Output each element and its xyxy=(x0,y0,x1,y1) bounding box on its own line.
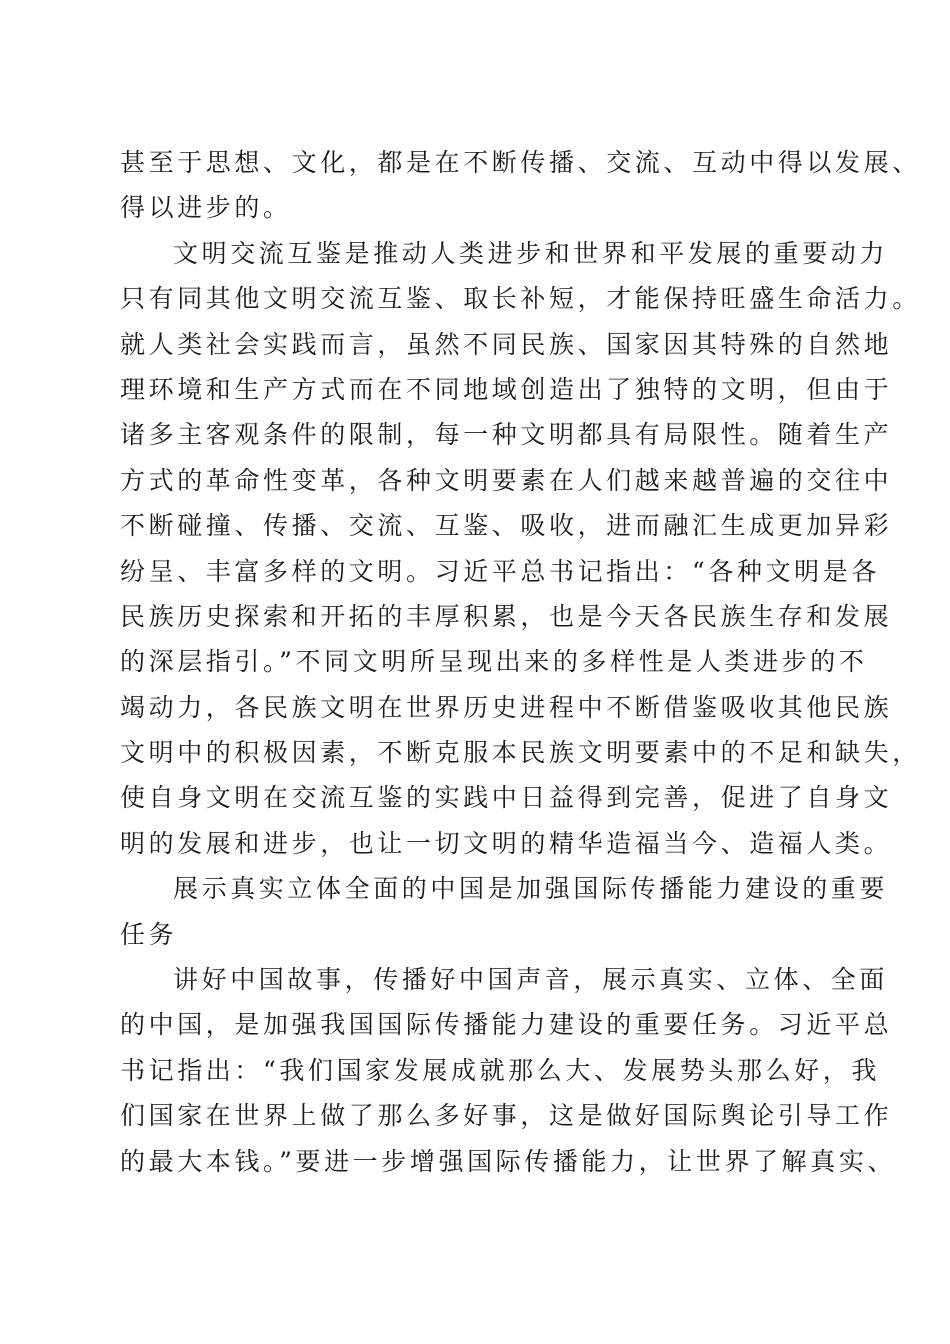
section-heading-line: 任务 xyxy=(120,919,178,949)
text-line: 就人类社会实践而言，虽然不同民族、国家因其特殊的自然地 xyxy=(120,329,893,359)
text-line: 只有同其他文明交流互鉴、取长补短，才能保持旺盛生命活力。 xyxy=(120,284,921,314)
text-line: 诸多主客观条件的限制，每一种文明都具有局限性。随着生产 xyxy=(120,420,893,450)
text-line: 讲好中国故事，传播好中国声音，展示真实、立体、全面 xyxy=(173,965,889,995)
text-line: 的深层指引。”不同文明所呈现出来的多样性是人类进步的不 xyxy=(120,647,868,677)
text-line: 的最大本钱。”要进一步增强国际传播能力，让世界了解真实、 xyxy=(120,1146,897,1176)
text-line: 竭动力，各民族文明在世界历史进程中不断借鉴吸收其他民族 xyxy=(120,692,893,722)
text-line: 甚至于思想、文化，都是在不断传播、交流、互动中得以发展、 xyxy=(120,148,921,177)
document-body xyxy=(120,140,921,1184)
text-line: 不断碰撞、传播、交流、互鉴、吸收，进而融汇生成更加异彩 xyxy=(120,511,893,541)
text-line: 纷呈、丰富多样的文明。习近平总书记指出：“各种文明是各 xyxy=(120,556,880,586)
section-heading-line: 展示真实立体全面的中国是加强国际传播能力建设的重要 xyxy=(173,874,889,904)
text-line: 方式的革命性变革，各种文明要素在人们越来越普遍的交往中 xyxy=(120,465,893,495)
text-line: 们国家在世界上做了那么多好事，这是做好国际舆论引导工作 xyxy=(120,1101,893,1131)
text-line: 明的发展和进步，也让一切文明的精华造福当今、造福人类。 xyxy=(120,828,893,858)
text-line: 文明交流互鉴是推动人类进步和世界和平发展的重要动力 xyxy=(173,238,889,268)
text-line: 得以进步的。 xyxy=(120,193,292,223)
text-line: 民族历史探索和开拓的丰厚积累，也是今天各民族生存和发展 xyxy=(120,601,893,631)
text-line: 书记指出：“我们国家发展成就那么大、发展势头那么好，我 xyxy=(120,1055,880,1085)
text-line: 文明中的积极因素，不断克服本民族文明要素中的不足和缺失， xyxy=(120,738,921,768)
text-line: 的中国，是加强我国国际传播能力建设的重要任务。习近平总 xyxy=(120,1010,893,1040)
text-line: 使自身文明在交流互鉴的实践中日益得到完善，促进了自身文 xyxy=(120,783,893,813)
text-line: 理环境和生产方式而在不同地域创造出了独特的文明，但由于 xyxy=(120,374,893,404)
